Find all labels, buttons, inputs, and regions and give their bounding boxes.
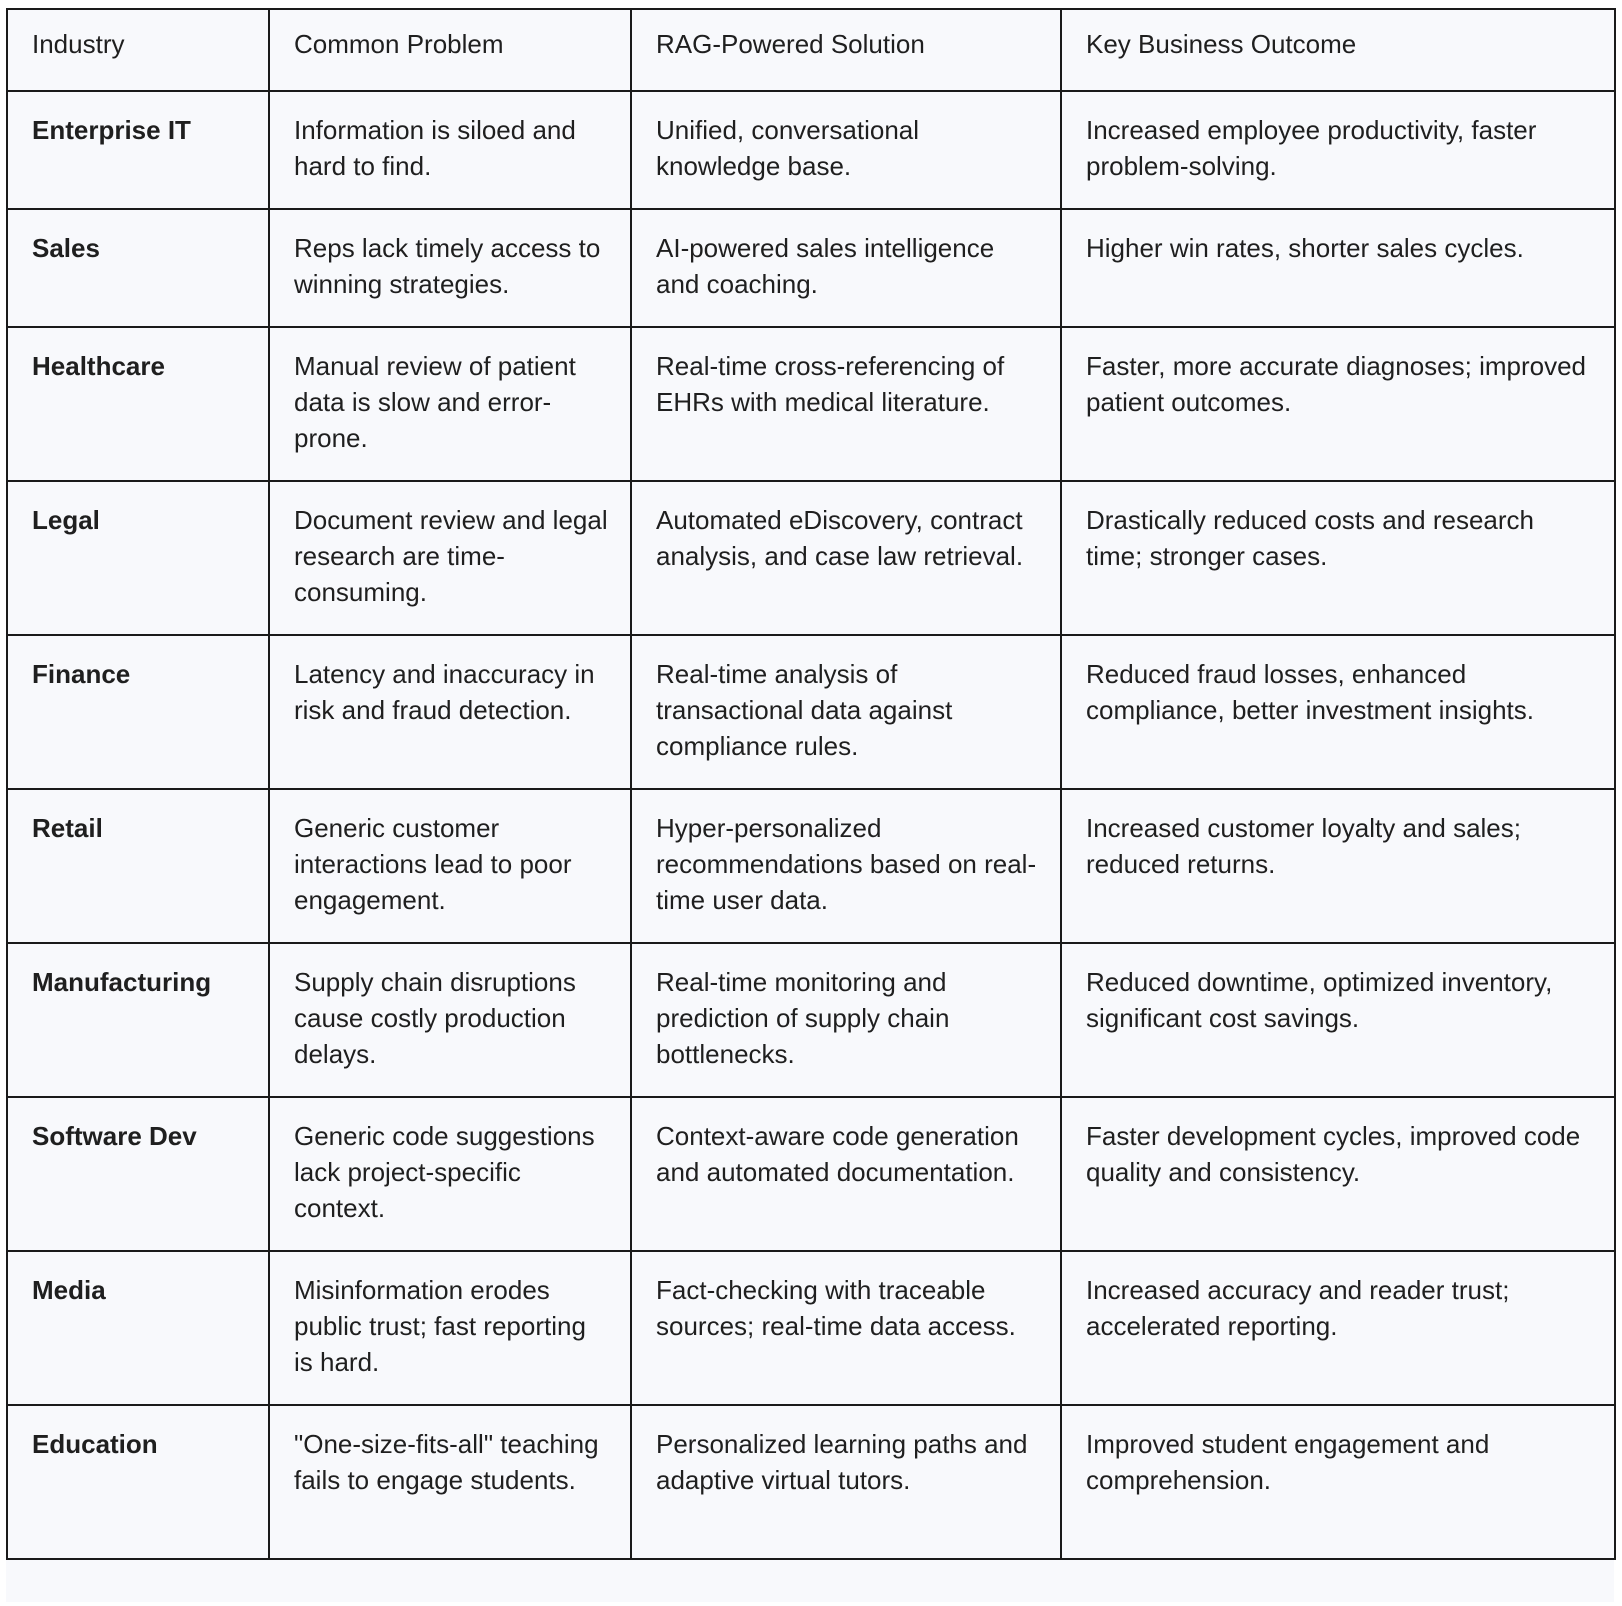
- header-common-problem: Common Problem: [269, 9, 631, 91]
- outcome-cell: Reduced downtime, optimized inventory, significant cost savings.: [1061, 943, 1615, 1097]
- solution-cell: Unified, conversational knowledge base.: [631, 91, 1061, 209]
- industry-cell: Enterprise IT: [7, 91, 269, 209]
- table-row: [7, 209, 1615, 327]
- problem-cell: Document review and legal research are time-consuming.: [269, 481, 631, 635]
- problem-cell: Generic code suggestions lack project-specific context.: [269, 1097, 631, 1251]
- problem-cell: Generic customer interactions lead to poor engagement.: [269, 789, 631, 943]
- industry-cell: Sales: [7, 209, 269, 327]
- table-row: [7, 943, 1615, 1097]
- industry-cell: Healthcare: [7, 327, 269, 481]
- outcome-cell: Drastically reduced costs and research time; stronger cases.: [1061, 481, 1615, 635]
- problem-cell: Misinformation erodes public trust; fast reporting is hard.: [269, 1251, 631, 1405]
- industry-cell: Finance: [7, 635, 269, 789]
- solution-cell: Real-time analysis of transactional data against compliance rules.: [631, 635, 1061, 789]
- table-row: [7, 1405, 1615, 1559]
- solution-cell: Context-aware code generation and automated documentation.: [631, 1097, 1061, 1251]
- outcome-cell: Improved student engagement and comprehension.: [1061, 1405, 1615, 1559]
- solution-cell: Real-time cross-referencing of EHRs with medical literature.: [631, 327, 1061, 481]
- table-row: [7, 1097, 1615, 1251]
- industry-cell: Software Dev: [7, 1097, 269, 1251]
- header-row: [7, 9, 1615, 91]
- solution-cell: Fact-checking with traceable sources; real-time data access.: [631, 1251, 1061, 1405]
- industry-cell: Education: [7, 1405, 269, 1559]
- problem-cell: "One-size-fits-all" teaching fails to engage students.: [269, 1405, 631, 1559]
- problem-cell: Latency and inaccuracy in risk and fraud detection.: [269, 635, 631, 789]
- problem-cell: Supply chain disruptions cause costly production delays.: [269, 943, 631, 1097]
- table-container: [6, 8, 1614, 1602]
- outcome-cell: Increased customer loyalty and sales; reduced returns.: [1061, 789, 1615, 943]
- header-industry: Industry: [7, 9, 269, 91]
- outcome-cell: Faster development cycles, improved code quality and consistency.: [1061, 1097, 1615, 1251]
- table-row: [7, 327, 1615, 481]
- table-row: [7, 91, 1615, 209]
- table-row: [7, 635, 1615, 789]
- problem-cell: Information is siloed and hard to find.: [269, 91, 631, 209]
- problem-cell: Reps lack timely access to winning strategies.: [269, 209, 631, 327]
- solution-cell: Personalized learning paths and adaptive virtual tutors.: [631, 1405, 1061, 1559]
- solution-cell: AI-powered sales intelligence and coaching.: [631, 209, 1061, 327]
- solution-cell: Hyper-personalized recommendations based on real-time user data.: [631, 789, 1061, 943]
- solution-cell: Automated eDiscovery, contract analysis, and case law retrieval.: [631, 481, 1061, 635]
- outcome-cell: Higher win rates, shorter sales cycles.: [1061, 209, 1615, 327]
- outcome-cell: Increased employee productivity, faster problem-solving.: [1061, 91, 1615, 209]
- table-row: [7, 1251, 1615, 1405]
- industry-cell: Legal: [7, 481, 269, 635]
- industry-cell: Retail: [7, 789, 269, 943]
- outcome-cell: Faster, more accurate diagnoses; improved patient outcomes.: [1061, 327, 1615, 481]
- header-rag-solution: RAG-Powered Solution: [631, 9, 1061, 91]
- industry-cell: Media: [7, 1251, 269, 1405]
- table-row: [7, 481, 1615, 635]
- outcome-cell: Increased accuracy and reader trust; accelerated reporting.: [1061, 1251, 1615, 1405]
- outcome-cell: Reduced fraud losses, enhanced compliance, better investment insights.: [1061, 635, 1615, 789]
- solution-cell: Real-time monitoring and prediction of supply chain bottlenecks.: [631, 943, 1061, 1097]
- table-row: [7, 789, 1615, 943]
- industry-cell: Manufacturing: [7, 943, 269, 1097]
- header-business-outcome: Key Business Outcome: [1061, 9, 1615, 91]
- problem-cell: Manual review of patient data is slow and error-prone.: [269, 327, 631, 481]
- industry-rag-table: [6, 8, 1616, 1560]
